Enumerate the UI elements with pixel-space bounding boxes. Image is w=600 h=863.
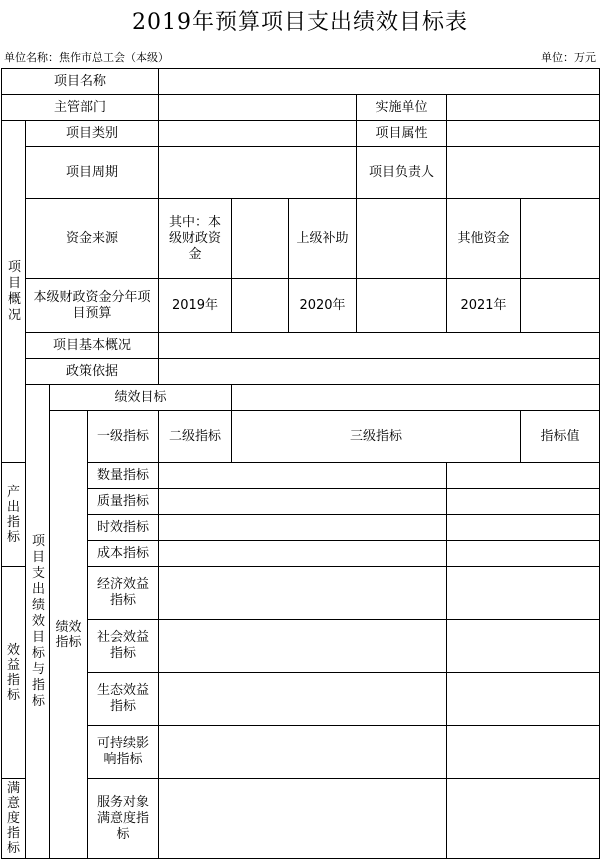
other-fund-value[interactable] — [521, 199, 600, 279]
dept-label: 主管部门 — [2, 95, 159, 121]
timeliness-value[interactable] — [447, 515, 600, 541]
year-2019-value[interactable] — [232, 279, 289, 333]
unit-name-label: 单位名称：焦作市总工会（本级） — [4, 51, 169, 64]
page-title: 2019年预算项目支出绩效目标表 — [132, 10, 468, 35]
quantity-value[interactable] — [447, 463, 600, 489]
social-level3[interactable] — [159, 620, 447, 673]
project-name-label: 项目名称 — [2, 69, 159, 95]
quantity-label: 数量指标 — [88, 463, 159, 489]
sustainable-value[interactable] — [447, 726, 600, 779]
category-value[interactable] — [159, 121, 357, 147]
satisfaction-value[interactable] — [447, 779, 600, 859]
sustainable-level3[interactable] — [159, 726, 447, 779]
other-fund-label: 其他资金 — [447, 199, 521, 279]
year-2020-value[interactable] — [357, 279, 447, 333]
unit-info-row — [0, 44, 600, 68]
policy-label: 政策依据 — [26, 359, 159, 385]
cost-level3[interactable] — [159, 541, 447, 567]
leader-value[interactable] — [447, 147, 600, 199]
attribute-value[interactable] — [447, 121, 600, 147]
timeliness-label: 时效指标 — [88, 515, 159, 541]
leader-label: 项目负责人 — [357, 147, 447, 199]
level3-header: 三级指标 — [232, 411, 521, 463]
level1-header: 一级指标 — [88, 411, 159, 463]
fund-source-label: 资金来源 — [26, 199, 159, 279]
economic-level3[interactable] — [159, 567, 447, 620]
policy-value[interactable] — [159, 359, 600, 385]
quantity-level3[interactable] — [159, 463, 447, 489]
benefit-label: 效益指标 — [2, 567, 26, 779]
quality-level3[interactable] — [159, 489, 447, 515]
year-2021-label: 2021年 — [447, 279, 521, 333]
social-label: 社会效益指标 — [88, 620, 159, 673]
social-value[interactable] — [447, 620, 600, 673]
timeliness-level3[interactable] — [159, 515, 447, 541]
year-2021-value[interactable] — [521, 279, 600, 333]
cost-value[interactable] — [447, 541, 600, 567]
cost-label: 成本指标 — [88, 541, 159, 567]
basic-overview-value[interactable] — [159, 333, 600, 359]
impl-unit-value[interactable] — [447, 95, 600, 121]
category-label: 项目类别 — [26, 121, 159, 147]
upper-subsidy-label: 上级补助 — [289, 199, 357, 279]
year-2019-label: 2019年 — [159, 279, 232, 333]
goal-value[interactable] — [232, 385, 600, 411]
ecological-level3[interactable] — [159, 673, 447, 726]
dept-value[interactable] — [159, 95, 357, 121]
satisfaction-label: 满意度指标 — [2, 779, 26, 859]
quality-value[interactable] — [447, 489, 600, 515]
cycle-value[interactable] — [159, 147, 357, 199]
sustainable-label: 可持续影响指标 — [88, 726, 159, 779]
satisfaction-level3[interactable] — [159, 779, 447, 859]
value-header: 指标值 — [521, 411, 600, 463]
quality-label: 质量指标 — [88, 489, 159, 515]
basic-overview-label: 项目基本概况 — [26, 333, 159, 359]
year-2020-label: 2020年 — [289, 279, 357, 333]
output-label: 产出指标 — [2, 463, 26, 567]
goal-label: 绩效目标 — [50, 385, 232, 411]
project-name-value[interactable] — [159, 69, 600, 95]
local-fund-label: 其中：本级财政资金 — [159, 199, 232, 279]
economic-value[interactable] — [447, 567, 600, 620]
cycle-label: 项目周期 — [26, 147, 159, 199]
ecological-value[interactable] — [447, 673, 600, 726]
local-fund-value[interactable] — [232, 199, 289, 279]
unit-label: 单位：万元 — [541, 51, 596, 64]
service-satisfaction-label: 服务对象满意度指标 — [88, 779, 159, 859]
performance-section-label: 项目支出绩效目标与指标 — [26, 385, 50, 859]
attribute-label: 项目属性 — [357, 121, 447, 147]
performance-table — [1, 68, 600, 859]
economic-label: 经济效益指标 — [88, 567, 159, 620]
level2-header: 二级指标 — [159, 411, 232, 463]
ecological-label: 生态效益指标 — [88, 673, 159, 726]
yearly-budget-label: 本级财政资金分年项目预算 — [26, 279, 159, 333]
indicator-label: 绩效指标 — [50, 411, 88, 859]
overview-section-label: 项目概况 — [2, 121, 26, 463]
upper-subsidy-value[interactable] — [357, 199, 447, 279]
impl-unit-label: 实施单位 — [357, 95, 447, 121]
